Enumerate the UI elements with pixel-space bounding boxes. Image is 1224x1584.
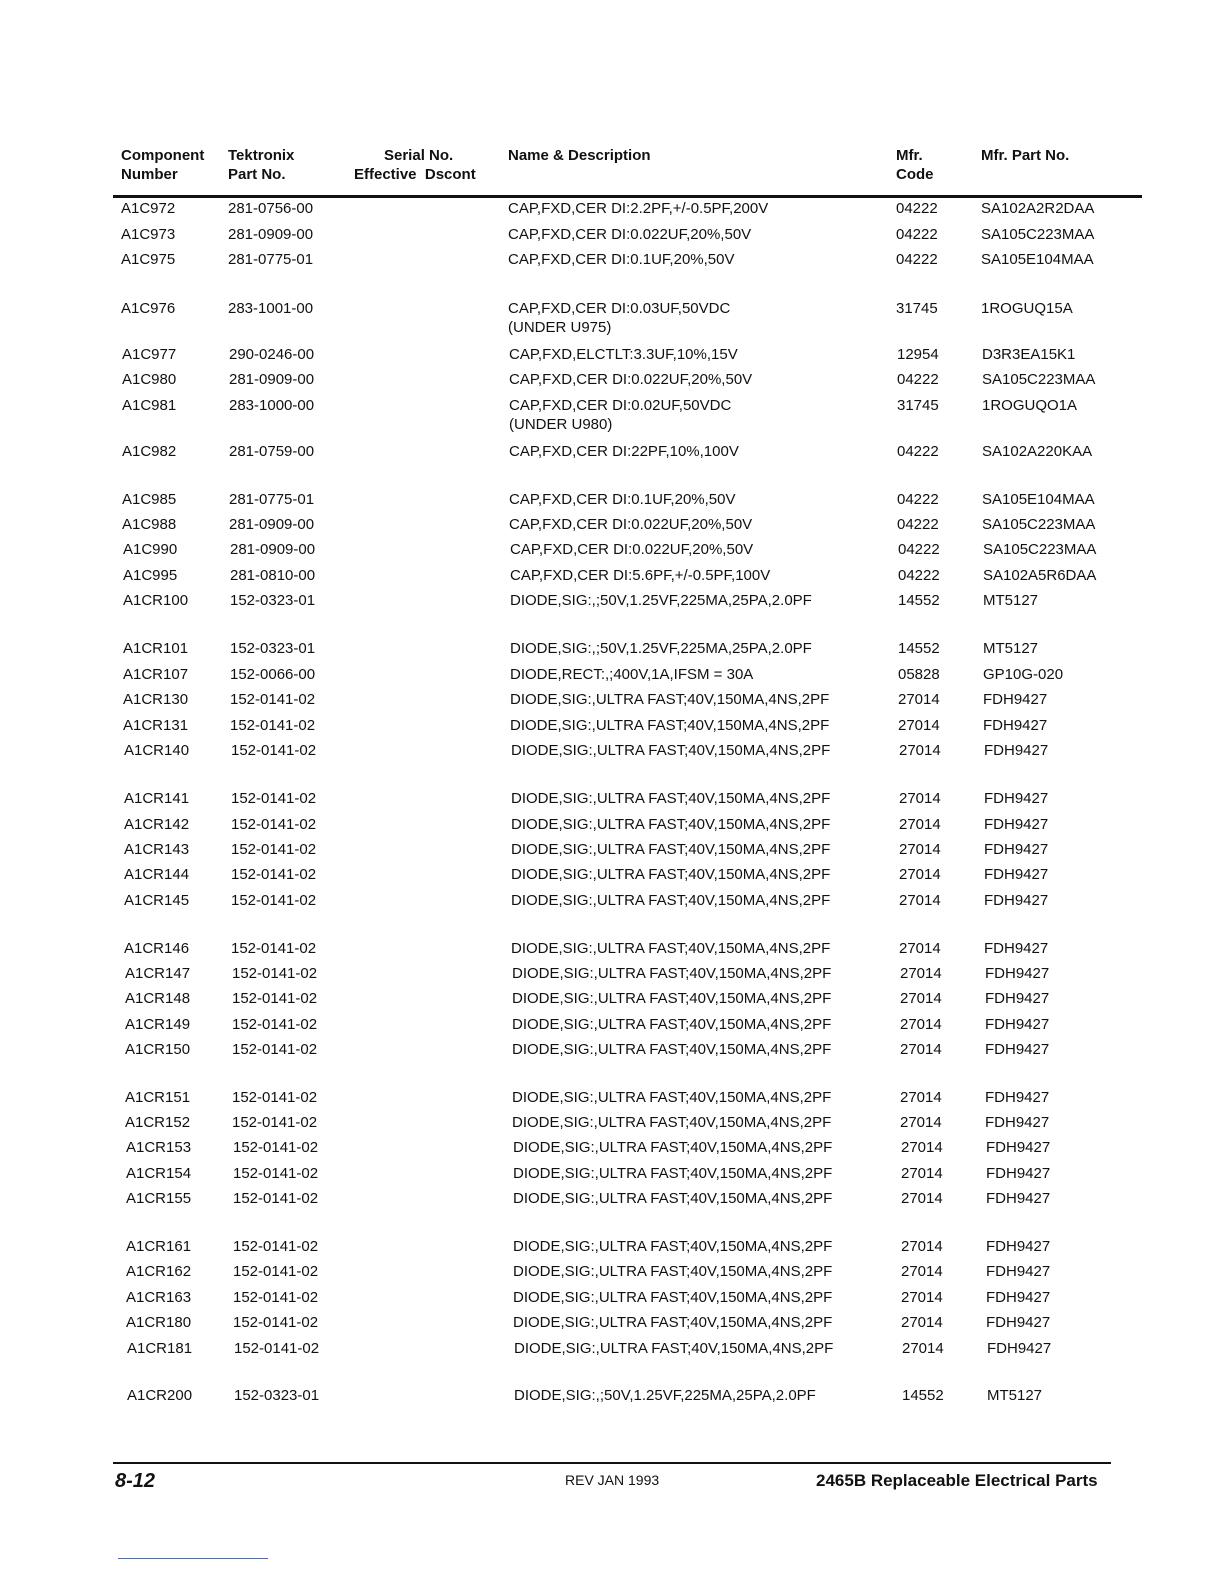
description: DIODE,SIG:,ULTRA FAST;40V,150MA,4NS,2PF: [512, 990, 832, 1007]
description: CAP,FXD,ELCTLT:3.3UF,10%,15V: [509, 346, 738, 363]
table-row: [0, 790, 1224, 816]
component-number: A1CR142: [124, 816, 190, 833]
mfr-part-number: FDH9427: [984, 892, 1049, 909]
description: DIODE,SIG:,ULTRA FAST;40V,150MA,4NS,2PF: [512, 1016, 832, 1033]
table-row: [0, 1314, 1224, 1340]
mfr-part-number: FDH9427: [986, 1314, 1051, 1331]
mfr-code: 27014: [900, 1114, 942, 1131]
mfr-code: 04222: [897, 371, 939, 388]
mfr-code: 27014: [899, 790, 941, 807]
mfr-part-number: FDH9427: [985, 1089, 1050, 1106]
table-row: [0, 1016, 1224, 1042]
table-row: [0, 742, 1224, 768]
description: DIODE,SIG:,ULTRA FAST;40V,150MA,4NS,2PF: [511, 892, 831, 909]
mfr-part-number: FDH9427: [986, 1165, 1051, 1182]
mfr-part-number: SA102A220KAA: [982, 443, 1093, 460]
mfr-code: 27014: [901, 1190, 943, 1207]
mfr-code: 27014: [901, 1289, 943, 1306]
mfr-code: 12954: [897, 346, 939, 363]
mfr-part-number: MT5127: [983, 592, 1039, 609]
table-row: [0, 965, 1224, 991]
tektronix-part-number: 283-1000-00: [229, 397, 315, 414]
table-row: [0, 691, 1224, 717]
mfr-part-number: FDH9427: [985, 1016, 1050, 1033]
component-number: A1C980: [122, 371, 177, 388]
mfr-part-number: MT5127: [983, 640, 1039, 657]
description-note: (UNDER U975): [508, 319, 612, 336]
component-number: A1CR100: [123, 592, 189, 609]
header-name-description: Name & Description: [508, 147, 651, 164]
tektronix-part-number: 152-0141-02: [231, 790, 317, 807]
mfr-code: 27014: [900, 1089, 942, 1106]
tektronix-part-number: 152-0141-02: [231, 892, 317, 909]
tektronix-part-number: 152-0141-02: [233, 1263, 319, 1280]
mfr-code: 27014: [899, 940, 941, 957]
description: CAP,FXD,CER DI:0.022UF,20%,50V: [510, 541, 754, 558]
mfr-part-number: MT5127: [987, 1387, 1043, 1404]
mfr-code: 27014: [898, 691, 940, 708]
table-row: [0, 1114, 1224, 1140]
description: DIODE,SIG:,ULTRA FAST;40V,150MA,4NS,2PF: [513, 1314, 833, 1331]
mfr-part-number: SA102A2R2DAA: [981, 200, 1095, 217]
mfr-code: 27014: [901, 1165, 943, 1182]
component-number: A1CR161: [126, 1238, 192, 1255]
mfr-code: 27014: [898, 717, 940, 734]
tektronix-part-number: 283-1001-00: [228, 300, 314, 317]
description: DIODE,SIG:,ULTRA FAST;40V,150MA,4NS,2PF: [510, 691, 830, 708]
tektronix-part-number: 152-0141-02: [232, 1114, 318, 1131]
document-title: 2465B Replaceable Electrical Parts: [816, 1471, 1098, 1490]
mfr-part-number: FDH9427: [986, 1190, 1051, 1207]
mfr-code: 27014: [899, 742, 941, 759]
page-number: 8-12: [115, 1470, 156, 1492]
mfr-part-number: FDH9427: [984, 816, 1049, 833]
mfr-part-number: 1ROGUQO1A: [982, 397, 1078, 414]
table-row: [0, 1139, 1224, 1165]
description: DIODE,SIG:,ULTRA FAST;40V,150MA,4NS,2PF: [511, 866, 831, 883]
tektronix-part-number: 152-0141-02: [233, 1314, 319, 1331]
tektronix-part-number: 152-0141-02: [233, 1190, 319, 1207]
description: DIODE,SIG:,ULTRA FAST;40V,150MA,4NS,2PF: [513, 1289, 833, 1306]
mfr-code: 31745: [897, 397, 939, 414]
tektronix-part-number: 152-0141-02: [231, 866, 317, 883]
table-row: [0, 541, 1224, 567]
component-number: A1CR152: [125, 1114, 191, 1131]
mfr-code: 27014: [899, 892, 941, 909]
mfr-part-number: FDH9427: [983, 691, 1048, 708]
table-row: [0, 516, 1224, 542]
header-serial: Serial No. Effective Dscont: [354, 147, 476, 183]
description: DIODE,SIG:,ULTRA FAST;40V,150MA,4NS,2PF: [513, 1263, 833, 1280]
description: CAP,FXD,CER DI:0.022UF,20%,50V: [508, 226, 752, 243]
description: CAP,FXD,CER DI:0.022UF,20%,50V: [509, 516, 753, 533]
mfr-code: 04222: [898, 541, 940, 558]
component-number: A1C981: [122, 397, 177, 414]
table-row: [0, 300, 1224, 336]
mfr-part-number: D3R3EA15K1: [982, 346, 1076, 363]
mfr-code: 27014: [899, 866, 941, 883]
header-mfr-part: Mfr. Part No.: [981, 147, 1070, 164]
description: CAP,FXD,CER DI:0.022UF,20%,50V: [509, 371, 753, 388]
description: DIODE,SIG:,ULTRA FAST;40V,150MA,4NS,2PF: [513, 1139, 833, 1156]
table-row: [0, 592, 1224, 618]
table-row: [0, 1165, 1224, 1191]
component-number: A1C982: [122, 443, 177, 460]
table-row: [0, 1190, 1224, 1216]
header-mfr-code: Mfr. Code: [896, 147, 934, 183]
description: DIODE,SIG:,;50V,1.25VF,225MA,25PA,2.0PF: [514, 1387, 816, 1404]
mfr-code: 04222: [896, 251, 938, 268]
table-row: [0, 666, 1224, 692]
component-number: A1CR181: [127, 1340, 193, 1357]
component-number: A1CR146: [124, 940, 190, 957]
mfr-code: 14552: [902, 1387, 944, 1404]
tektronix-part-number: 281-0775-01: [228, 251, 314, 268]
description: DIODE,SIG:,ULTRA FAST;40V,150MA,4NS,2PF: [511, 742, 831, 759]
tektronix-part-number: 152-0141-02: [230, 717, 316, 734]
table-row: [0, 397, 1224, 433]
mfr-code: 27014: [901, 1314, 943, 1331]
table-row: [0, 371, 1224, 397]
component-number: A1CR162: [126, 1263, 192, 1280]
mfr-part-number: SA105E104MAA: [981, 251, 1094, 268]
mfr-code: 05828: [898, 666, 940, 683]
mfr-part-number: FDH9427: [984, 841, 1049, 858]
description: DIODE,SIG:,;50V,1.25VF,225MA,25PA,2.0PF: [510, 592, 812, 609]
mfr-code: 04222: [896, 200, 938, 217]
tektronix-part-number: 281-0909-00: [229, 371, 315, 388]
tektronix-part-number: 152-0141-02: [230, 691, 316, 708]
mfr-part-number: FDH9427: [987, 1340, 1052, 1357]
description: CAP,FXD,CER DI:2.2PF,+/-0.5PF,200V: [508, 200, 769, 217]
table-row: [0, 1289, 1224, 1315]
component-number: A1C985: [122, 491, 177, 508]
mfr-part-number: FDH9427: [985, 1114, 1050, 1131]
mfr-part-number: SA105C223MAA: [981, 226, 1095, 243]
description: DIODE,SIG:,ULTRA FAST;40V,150MA,4NS,2PF: [512, 1114, 832, 1131]
mfr-code: 14552: [898, 640, 940, 657]
component-number: A1CR140: [124, 742, 190, 759]
component-number: A1C973: [121, 226, 176, 243]
table-row: [0, 443, 1224, 469]
mfr-code: 04222: [897, 516, 939, 533]
description: DIODE,SIG:,ULTRA FAST;40V,150MA,4NS,2PF: [512, 965, 832, 982]
component-number: A1CR145: [124, 892, 190, 909]
table-row: [0, 990, 1224, 1016]
description: DIODE,SIG:,ULTRA FAST;40V,150MA,4NS,2PF: [514, 1340, 834, 1357]
component-number: A1CR151: [125, 1089, 191, 1106]
mfr-code: 31745: [896, 300, 938, 317]
component-number: A1CR149: [125, 1016, 191, 1033]
tektronix-part-number: 281-0756-00: [228, 200, 314, 217]
tektronix-part-number: 152-0141-02: [232, 990, 318, 1007]
component-number: A1CR155: [126, 1190, 192, 1207]
description: DIODE,SIG:,ULTRA FAST;40V,150MA,4NS,2PF: [510, 717, 830, 734]
mfr-code: 04222: [896, 226, 938, 243]
component-number: A1CR107: [123, 666, 189, 683]
table-row: [0, 940, 1224, 966]
table-row: [0, 226, 1224, 252]
tektronix-part-number: 152-0323-01: [234, 1387, 320, 1404]
mfr-code: 27014: [899, 816, 941, 833]
mfr-part-number: FDH9427: [985, 1041, 1050, 1058]
description: CAP,FXD,CER DI:5.6PF,+/-0.5PF,100V: [510, 567, 771, 584]
table-row: [0, 1238, 1224, 1264]
tektronix-part-number: 152-0141-02: [233, 1238, 319, 1255]
mfr-code: 27014: [900, 965, 942, 982]
component-number: A1CR153: [126, 1139, 192, 1156]
mfr-part-number: FDH9427: [986, 1238, 1051, 1255]
component-number: A1CR148: [125, 990, 191, 1007]
tektronix-part-number: 152-0141-02: [232, 1089, 318, 1106]
description-note: (UNDER U980): [509, 416, 613, 433]
header-tektronix: Tektronix Part No.: [228, 147, 295, 183]
mfr-part-number: FDH9427: [984, 940, 1049, 957]
description: CAP,FXD,CER DI:0.03UF,50VDC: [508, 300, 731, 317]
component-number: A1CR144: [124, 866, 190, 883]
mfr-part-number: FDH9427: [984, 742, 1049, 759]
table-row: [0, 491, 1224, 517]
mfr-part-number: 1ROGUQ15A: [981, 300, 1073, 317]
table-row: [0, 1089, 1224, 1115]
description: DIODE,SIG:,ULTRA FAST;40V,150MA,4NS,2PF: [513, 1238, 833, 1255]
table-row: [0, 866, 1224, 892]
header-component: Component Number: [121, 147, 205, 183]
tektronix-part-number: 152-0141-02: [233, 1289, 319, 1306]
description: CAP,FXD,CER DI:0.02UF,50VDC: [509, 397, 732, 414]
table-row: [0, 841, 1224, 867]
table-row: [0, 1340, 1224, 1366]
table-row: [0, 816, 1224, 842]
mfr-code: 04222: [897, 491, 939, 508]
tektronix-part-number: 290-0246-00: [229, 346, 315, 363]
component-number: A1C975: [121, 251, 176, 268]
description: CAP,FXD,CER DI:0.1UF,20%,50V: [508, 251, 735, 268]
description: DIODE,SIG:,ULTRA FAST;40V,150MA,4NS,2PF: [511, 816, 831, 833]
component-number: A1CR143: [124, 841, 190, 858]
table-row: [0, 1387, 1224, 1413]
description: DIODE,SIG:,ULTRA FAST;40V,150MA,4NS,2PF: [512, 1041, 832, 1058]
component-number: A1CR180: [126, 1314, 192, 1331]
table-row: [0, 1041, 1224, 1067]
tektronix-part-number: 152-0141-02: [233, 1139, 319, 1156]
mfr-part-number: FDH9427: [986, 1289, 1051, 1306]
table-row: [0, 640, 1224, 666]
mfr-part-number: FDH9427: [986, 1139, 1051, 1156]
tektronix-part-number: 281-0810-00: [230, 567, 316, 584]
table-row: [0, 1263, 1224, 1289]
mfr-code: 27014: [901, 1263, 943, 1280]
mfr-code: 27014: [901, 1238, 943, 1255]
component-number: A1C977: [122, 346, 177, 363]
mfr-part-number: SA105E104MAA: [982, 491, 1095, 508]
description: DIODE,SIG:,ULTRA FAST;40V,150MA,4NS,2PF: [511, 841, 831, 858]
footer-rule: [113, 1462, 1111, 1464]
mfr-part-number: FDH9427: [986, 1263, 1051, 1280]
table-row: [0, 200, 1224, 226]
component-number: A1CR163: [126, 1289, 192, 1306]
component-number: A1C976: [121, 300, 176, 317]
link-underline: [118, 1558, 268, 1559]
mfr-code: 27014: [902, 1340, 944, 1357]
tektronix-part-number: 281-0759-00: [229, 443, 315, 460]
mfr-part-number: FDH9427: [985, 965, 1050, 982]
description: DIODE,SIG:,ULTRA FAST;40V,150MA,4NS,2PF: [512, 1089, 832, 1106]
table-row: [0, 567, 1224, 593]
description: DIODE,SIG:,ULTRA FAST;40V,150MA,4NS,2PF: [511, 790, 831, 807]
table-row: [0, 892, 1224, 918]
description: DIODE,SIG:,;50V,1.25VF,225MA,25PA,2.0PF: [510, 640, 812, 657]
mfr-code: 27014: [900, 1016, 942, 1033]
description: DIODE,SIG:,ULTRA FAST;40V,150MA,4NS,2PF: [513, 1165, 833, 1182]
description: CAP,FXD,CER DI:22PF,10%,100V: [509, 443, 739, 460]
mfr-part-number: SA105C223MAA: [983, 541, 1097, 558]
tektronix-part-number: 152-0141-02: [231, 940, 317, 957]
tektronix-part-number: 152-0141-02: [231, 742, 317, 759]
description: DIODE,RECT:,;400V,1A,IFSM = 30A: [510, 666, 754, 683]
mfr-part-number: GP10G-020: [983, 666, 1064, 683]
component-number: A1CR150: [125, 1041, 191, 1058]
description: CAP,FXD,CER DI:0.1UF,20%,50V: [509, 491, 736, 508]
component-number: A1CR147: [125, 965, 191, 982]
tektronix-part-number: 152-0141-02: [232, 965, 318, 982]
mfr-part-number: SA102A5R6DAA: [983, 567, 1097, 584]
component-number: A1C988: [122, 516, 177, 533]
component-number: A1CR141: [124, 790, 190, 807]
mfr-part-number: FDH9427: [983, 717, 1048, 734]
description: DIODE,SIG:,ULTRA FAST;40V,150MA,4NS,2PF: [511, 940, 831, 957]
table-row: [0, 717, 1224, 743]
tektronix-part-number: 152-0141-02: [231, 841, 317, 858]
mfr-code: 04222: [898, 567, 940, 584]
description: DIODE,SIG:,ULTRA FAST;40V,150MA,4NS,2PF: [513, 1190, 833, 1207]
component-number: A1CR200: [127, 1387, 193, 1404]
table-row: [0, 251, 1224, 277]
component-number: A1C995: [123, 567, 178, 584]
tektronix-part-number: 152-0141-02: [232, 1041, 318, 1058]
tektronix-part-number: 152-0141-02: [232, 1016, 318, 1033]
mfr-code: 27014: [901, 1139, 943, 1156]
revision-date: REV JAN 1993: [565, 1472, 660, 1488]
tektronix-part-number: 152-0323-01: [230, 592, 316, 609]
component-number: A1CR154: [126, 1165, 192, 1182]
mfr-part-number: FDH9427: [985, 990, 1050, 1007]
component-number: A1CR130: [123, 691, 189, 708]
tektronix-part-number: 152-0323-01: [230, 640, 316, 657]
tektronix-part-number: 281-0909-00: [228, 226, 314, 243]
mfr-code: 04222: [897, 443, 939, 460]
tektronix-part-number: 281-0909-00: [229, 516, 315, 533]
mfr-part-number: SA105C223MAA: [982, 371, 1096, 388]
mfr-part-number: SA105C223MAA: [982, 516, 1096, 533]
tektronix-part-number: 152-0141-02: [231, 816, 317, 833]
tektronix-part-number: 281-0775-01: [229, 491, 315, 508]
mfr-part-number: FDH9427: [984, 790, 1049, 807]
component-number: A1C972: [121, 200, 176, 217]
component-number: A1C990: [123, 541, 178, 558]
tektronix-part-number: 281-0909-00: [230, 541, 316, 558]
component-number: A1CR131: [123, 717, 189, 734]
tektronix-part-number: 152-0141-02: [234, 1340, 320, 1357]
mfr-code: 27014: [900, 1041, 942, 1058]
mfr-code: 14552: [898, 592, 940, 609]
table-row: [0, 346, 1224, 372]
tektronix-part-number: 152-0066-00: [230, 666, 316, 683]
component-number: A1CR101: [123, 640, 189, 657]
tektronix-part-number: 152-0141-02: [233, 1165, 319, 1182]
mfr-code: 27014: [899, 841, 941, 858]
mfr-part-number: FDH9427: [984, 866, 1049, 883]
mfr-code: 27014: [900, 990, 942, 1007]
